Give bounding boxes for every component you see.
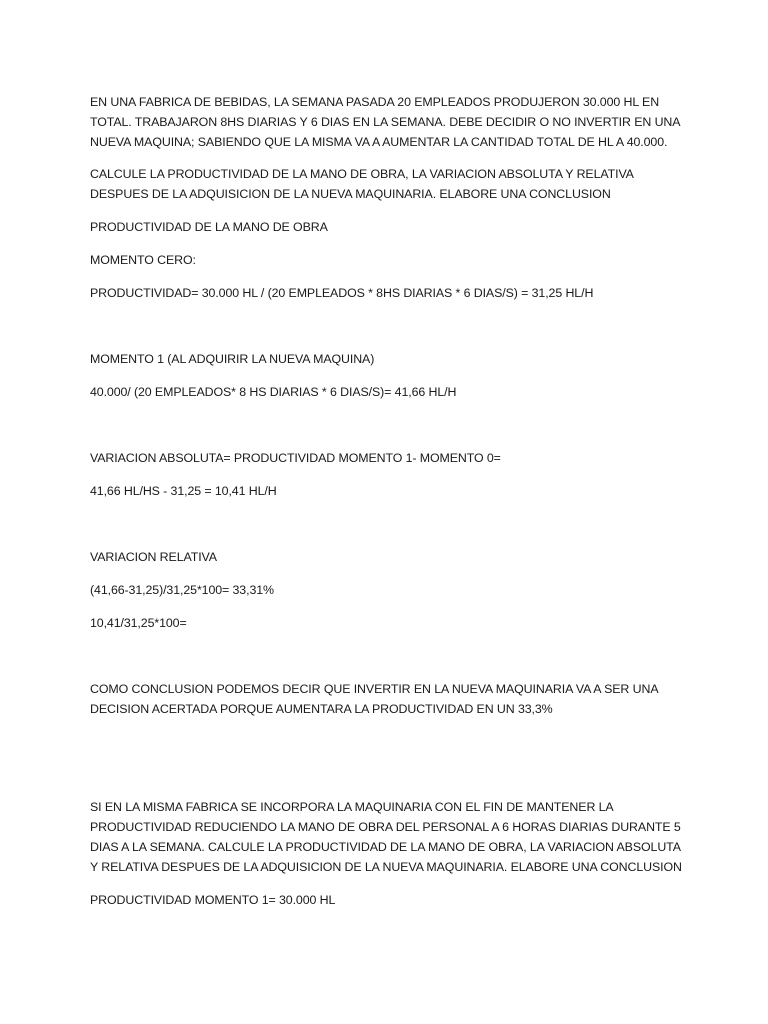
absolute-variation-heading: VARIACION ABSOLUTA= PRODUCTIVIDAD MOMENTO 1- MOMENTO 0= (90, 451, 501, 465)
second-problem-productivity: PRODUCTIVIDAD MOMENTO 1= 30.000 HL (90, 893, 336, 907)
task-instructions: CALCULE LA PRODUCTIVIDAD DE LA MANO DE OBRA, LA VARIACION ABSOLUTA Y RELATIVA DESPUES DE LA ADQUISICION DE LA NUEVA MAQUINARIA. ELABORE UNA CONCLUSION (90, 167, 634, 201)
relative-variation-alt: 10,41/31,25*100= (90, 616, 187, 630)
problem-statement: EN UNA FABRICA DE BEBIDAS, LA SEMANA PASADA 20 EMPLEADOS PRODUJERON 30.000 HL EN TOTAL. TRABAJARON 8HS DIARIAS Y 6 DIAS EN LA SEMANA. DEBE DECIDIR O NO INVERTIR EN UNA NUEVA MAQUINA; SABIENDO QUE LA MISMA VA A AUMENTAR LA CANTIDAD TOTAL DE HL A 40.000. (90, 95, 680, 149)
moment-one-heading: MOMENTO 1 (AL ADQUIRIR LA NUEVA MAQUINA) (90, 352, 375, 366)
moment-zero-heading: MOMENTO CERO: (90, 253, 196, 267)
moment-one-calculation: 40.000/ (20 EMPLEADOS* 8 HS DIARIAS * 6 DIAS/S)= 41,66 HL/H (90, 385, 457, 399)
moment-zero-calculation: PRODUCTIVIDAD= 30.000 HL / (20 EMPLEADOS * 8HS DIARIAS * 6 DIAS/S) = 31,25 HL/H (90, 286, 594, 300)
conclusion-paragraph: COMO CONCLUSION PODEMOS DECIR QUE INVERTIR EN LA NUEVA MAQUINARIA VA A SER UNA DECISION ACERTADA PORQUE AUMENTARA LA PRODUCTIVIDAD EN UN 33,3% (90, 682, 658, 716)
second-problem-statement: SI EN LA MISMA FABRICA SE INCORPORA LA MAQUINARIA CON EL FIN DE MANTENER LA PRODUCTIVIDAD REDUCIENDO LA MANO DE OBRA DEL PERSONAL A 6 HORAS DIARIAS DURANTE 5 DIAS A LA SEMANA. CALCULE LA PRODUCTIVIDAD DE LA MANO DE OBRA, LA VARIACION ABSOLUTA Y RELATIVA DESPUES DE LA ADQUISICION DE LA NUEVA MAQUINARIA. ELABORE UNA CONCLUSION (90, 800, 682, 874)
section-heading-productivity: PRODUCTIVIDAD DE LA MANO DE OBRA (90, 220, 328, 234)
absolute-variation-calculation: 41,66 HL/HS - 31,25 = 10,41 HL/H (90, 484, 277, 498)
relative-variation-calculation: (41,66-31,25)/31,25*100= 33,31% (90, 583, 274, 597)
relative-variation-heading: VARIACION RELATIVA (90, 550, 217, 564)
